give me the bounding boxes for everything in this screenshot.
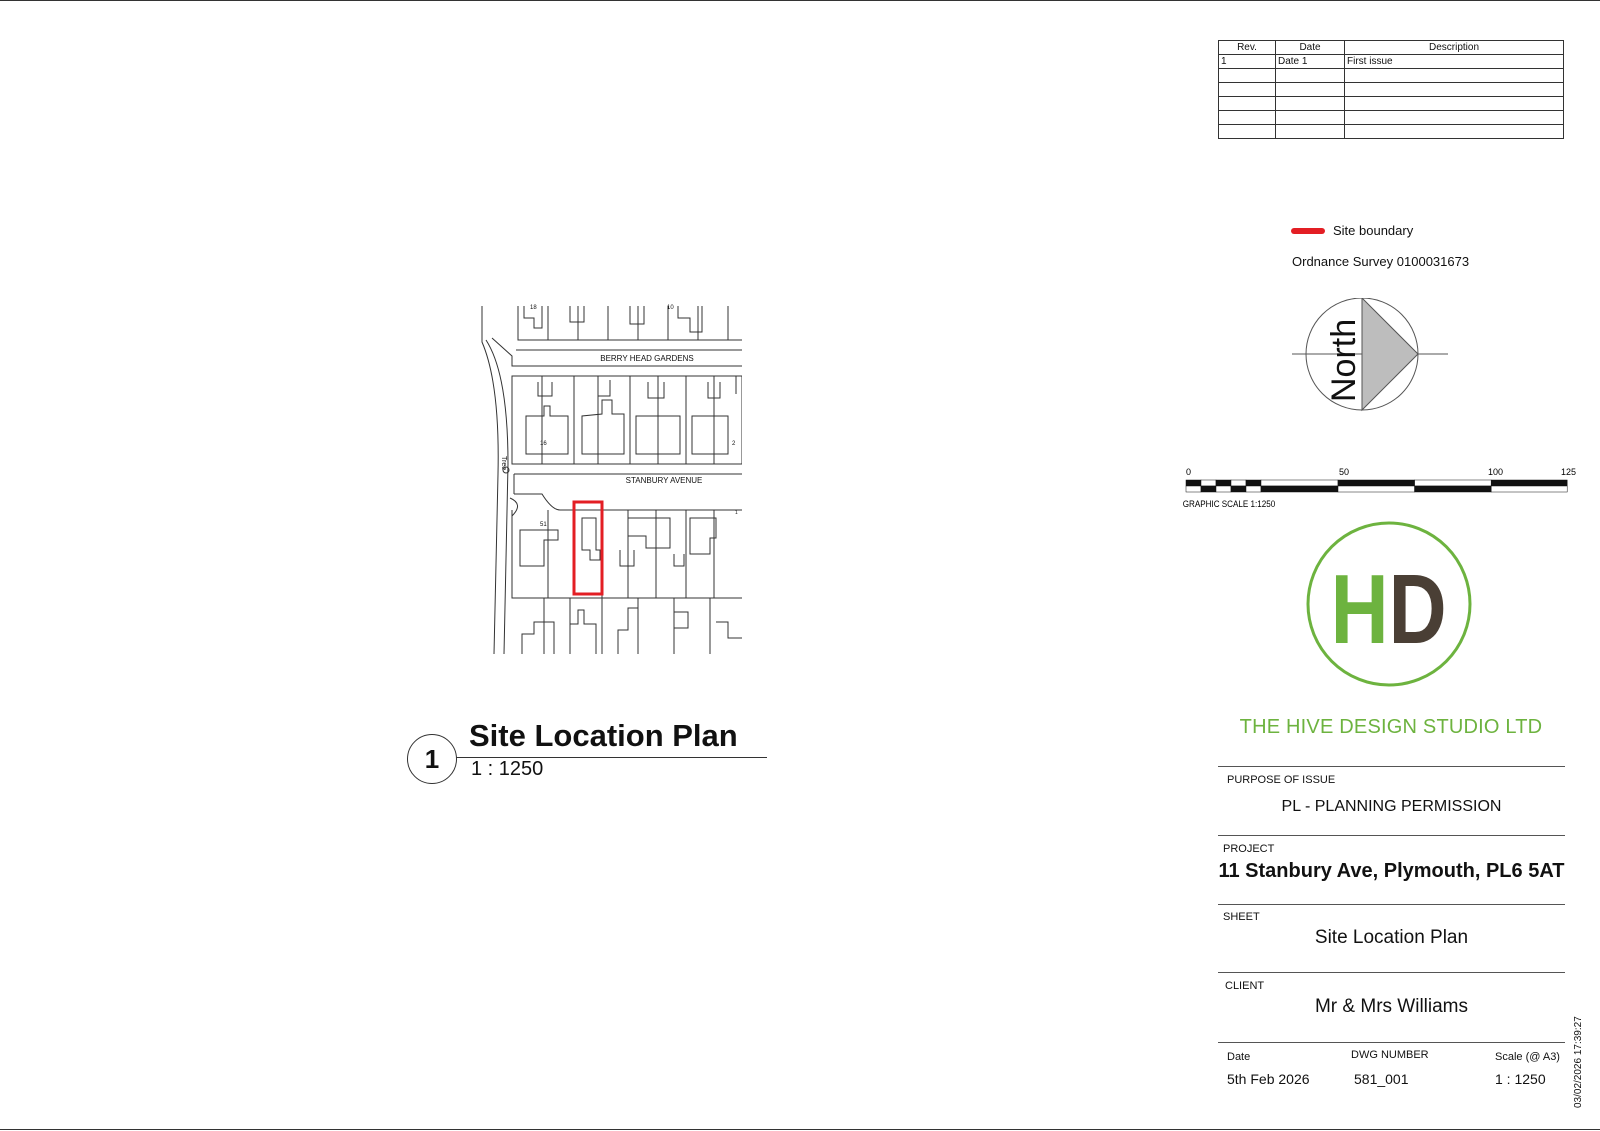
sheet-label: SHEET — [1223, 911, 1260, 923]
revision-row — [1219, 69, 1564, 83]
client-label: CLIENT — [1225, 980, 1265, 992]
scale-block — [1216, 480, 1231, 486]
revision-cell — [1219, 83, 1276, 97]
title-block-divider — [1218, 835, 1565, 836]
street-label-stanbury: STANBURY AVENUE — [625, 476, 703, 485]
revision-cell — [1219, 111, 1276, 125]
legend — [1291, 223, 1413, 238]
print-timestamp: 03/02/2026 17:39:27 — [1573, 1016, 1584, 1108]
site-location-map — [478, 304, 742, 658]
house-number: 10 — [667, 305, 674, 311]
map-road-edge — [482, 306, 498, 654]
revision-cell — [1219, 97, 1276, 111]
logo-letter-h: H — [1330, 554, 1389, 664]
scale-block — [1338, 480, 1415, 486]
client-value: Mr & Mrs Williams — [1314, 996, 1469, 1017]
revision-cell: Date 1 — [1276, 55, 1345, 69]
sheet-border-top — [0, 0, 1600, 1]
map-buildings — [526, 382, 568, 454]
scale-caption: GRAPHIC SCALE 1:1250 — [1182, 498, 1276, 510]
revision-cell — [1276, 125, 1345, 139]
revision-row — [1219, 97, 1564, 111]
revision-cell — [1219, 69, 1276, 83]
scale-label: Scale (@ A3) — [1495, 1051, 1560, 1063]
map-buildings — [520, 530, 558, 566]
map-buildings — [582, 380, 624, 454]
revision-cell — [1345, 97, 1564, 111]
house-number: 1 — [735, 510, 738, 516]
map-buildings — [524, 306, 702, 332]
scale-blocks — [1186, 480, 1567, 492]
title-block-divider — [1218, 766, 1565, 767]
revision-row — [1219, 111, 1564, 125]
scale-block — [1261, 480, 1338, 486]
purpose-value: PL - PLANNING PERMISSION — [1281, 798, 1502, 815]
revision-table-header — [1219, 41, 1564, 55]
title-block-divider — [1218, 904, 1565, 905]
scale-block — [1186, 486, 1201, 492]
map-road-edge — [510, 498, 518, 516]
house-number: 16 — [540, 441, 547, 447]
purpose-label: PURPOSE OF ISSUE — [1227, 774, 1336, 786]
revision-row — [1219, 55, 1564, 69]
project-value: 11 Stanbury Ave, Plymouth, PL6 5AT — [1218, 860, 1565, 882]
house-number: 2 — [732, 441, 736, 447]
revision-cell — [1219, 125, 1276, 139]
revision-cell — [1345, 111, 1564, 125]
project-label: PROJECT — [1223, 843, 1275, 855]
revision-cell — [1276, 83, 1345, 97]
scale-label-100: 100 — [1488, 467, 1504, 477]
sheet-border-bottom — [0, 1129, 1600, 1130]
revision-cell — [1276, 97, 1345, 111]
company-name: THE HIVE DESIGN STUDIO LTD — [1239, 716, 1543, 738]
rev-header: Rev. — [1219, 41, 1276, 55]
scale-label-125: 125 — [1561, 467, 1577, 477]
map-buildings — [628, 518, 670, 548]
sheet-value: Site Location Plan — [1314, 927, 1469, 948]
scale-value: 1 : 1250 — [1495, 1071, 1546, 1087]
hive-logo — [1305, 520, 1473, 688]
revision-cell — [1345, 83, 1564, 97]
north-label: North — [1325, 318, 1363, 402]
scale-block — [1491, 480, 1567, 486]
revision-cell — [1345, 125, 1564, 139]
revision-cell — [1276, 69, 1345, 83]
drawing-scale: 1 : 1250 — [471, 758, 544, 780]
scale-label-0: 0 — [1186, 467, 1192, 477]
graphic-scale-bar — [1180, 465, 1580, 513]
revision-table — [1218, 40, 1564, 139]
scale-label-50: 50 — [1339, 467, 1350, 477]
north-arrow-icon — [1288, 298, 1448, 422]
map-buildings — [522, 608, 742, 654]
scale-block — [1231, 480, 1246, 486]
map-buildings — [582, 518, 634, 566]
description-header: Description — [1345, 41, 1564, 55]
title-block-divider — [1218, 1042, 1565, 1043]
site-boundary-swatch — [1291, 228, 1325, 234]
map-plot-lines — [544, 598, 710, 654]
scale-block — [1186, 480, 1201, 486]
north-arrow-triangle — [1362, 298, 1418, 410]
scale-block — [1201, 486, 1216, 492]
scale-block — [1231, 486, 1246, 492]
date-label: Date — [1227, 1051, 1251, 1063]
revision-row — [1219, 83, 1564, 97]
scale-block — [1338, 486, 1415, 492]
legend-label: Site boundary — [1333, 223, 1414, 238]
revision-cell — [1276, 111, 1345, 125]
scale-block — [1415, 480, 1492, 486]
tree-label: Tree — [500, 456, 507, 471]
drawing-number-badge: 1 — [407, 734, 457, 784]
revision-cell: 1 — [1219, 55, 1276, 69]
dwg-number-value: 581_001 — [1354, 1071, 1409, 1087]
scale-block — [1246, 486, 1261, 492]
dwg-number-label: DWG NUMBER — [1351, 1049, 1429, 1061]
revision-cell — [1345, 69, 1564, 83]
scale-block — [1246, 480, 1261, 486]
scale-block — [1201, 480, 1216, 486]
house-number: 18 — [530, 305, 537, 311]
street-label-berry-head: BERRY HEAD GARDENS — [600, 354, 694, 363]
title-block-divider — [1218, 972, 1565, 973]
date-header: Date — [1276, 41, 1345, 55]
scale-block — [1491, 486, 1567, 492]
date-value: 5th Feb 2026 — [1227, 1071, 1310, 1087]
scale-block — [1216, 486, 1231, 492]
house-number: 51 — [540, 522, 547, 528]
map-buildings — [674, 518, 716, 566]
logo-letter-d: D — [1388, 554, 1447, 664]
drawing-title: Site Location Plan — [469, 718, 738, 753]
scale-block — [1415, 486, 1492, 492]
scale-block — [1261, 486, 1338, 492]
revision-cell: First issue — [1345, 55, 1564, 69]
revision-row — [1219, 125, 1564, 139]
ordnance-survey-licence: Ordnance Survey 0100031673 — [1292, 254, 1470, 269]
site-boundary — [574, 502, 602, 594]
